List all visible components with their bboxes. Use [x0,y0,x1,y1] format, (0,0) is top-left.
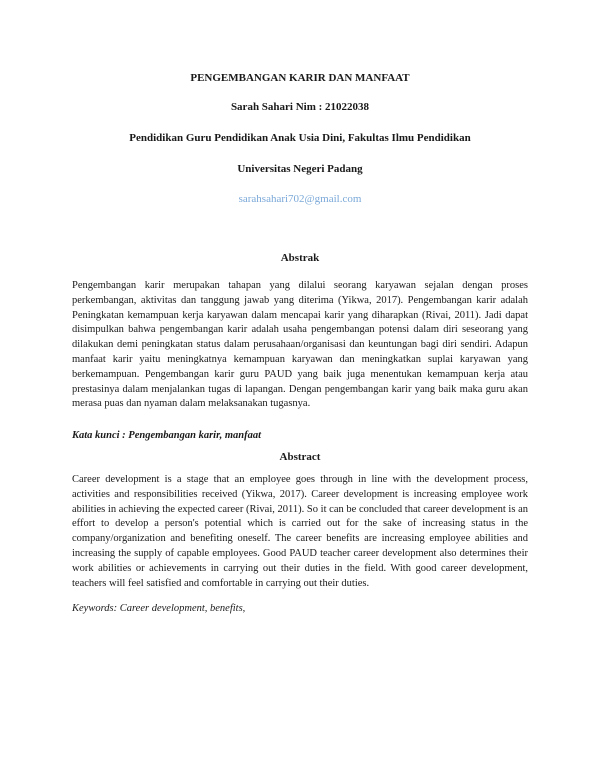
abstract-keywords: Keywords: Career development, benefits, [72,603,246,614]
affiliation: Pendidikan Guru Pendidikan Anak Usia Dini, Fakultas Ilmu Pendidikan [129,132,471,144]
university: Universitas Negeri Padang [237,163,363,175]
abstrak-heading: Abstrak [280,252,320,264]
paper-title: PENGEMBANGAN KARIR DAN MANFAAT [190,72,410,84]
author-email[interactable]: sarahsahari702@gmail.com [238,193,362,205]
abstrak-body: Pengembangan karir merupakan tahapan yang dilalui seorang karyawan sejalan dengan proses perkembangan, aktivitas dan tanggung jawab yang diterima (Yikwa, 2017). Pengembangan karir adalah Peningkatan kemampuan kerja karyawan dalam mencapai karir yang diharapkan (Rivai, 2011). Jadi dapat disimpulkan bahwa pengembangan karir adalah usaha pengembangan potensi dalam diri seseorang yang dilakukan demi peningkatan status dalam perusahaan/organisasi dan keuntungan bagi diri sendiri. Adapun manfaat karir yaitu meningkatnya kemampuan karyawan dan meningkatkan suplai karyawan yang berkemampuan. Pengembangan karir guru PAUD yang baik juga menentukan kemampuan kerja atau prestasinya dalam menjalankan tugas di lapangan. Dengan pengembangan karir yang baik maka guru akan merasa puas dan nyaman dalam melaksanakan tugasnya. [72,280,528,410]
author-line: Sarah Sahari Nim : 21022038 [230,101,370,113]
abstrak-keywords: Kata kunci : Pengembangan karir, manfaat [72,430,262,441]
abstract-body: Career development is a stage that an employee goes through in line with the development process, activities and responsibilities received (Yikwa, 2017). Career development is increasing employee work abilities in achieving the expected career (Rivai, 2011). So it can be concluded that career development is an effort to develop a person's potential which is carried out for the sake of increasing status in the company/organization and benefiting oneself. The career benefits are increasing employee abilities and increasing the supply of capable employees. Good PAUD teacher career development also determines their work abilities or achievements in carrying out their duties in the field. With good career development, teachers will feel satisfied and comfortable in carrying out their duties. [72,474,528,589]
abstract-heading: Abstract [279,451,321,463]
